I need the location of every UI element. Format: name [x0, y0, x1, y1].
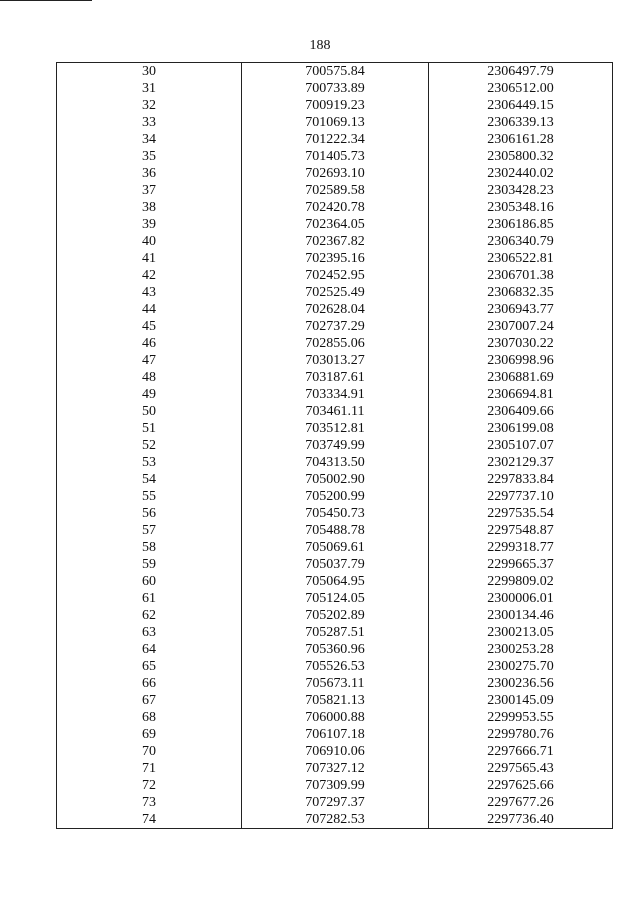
x-coordinate-cell: 702367.82: [242, 233, 429, 250]
point-number-cell: 71: [57, 760, 242, 777]
x-coordinate-cell: 703334.91: [242, 386, 429, 403]
table-row: [57, 607, 613, 624]
point-number-cell: 55: [57, 488, 242, 505]
y-coordinate-cell: 2297677.26: [429, 794, 613, 811]
table-row: [57, 454, 613, 471]
point-number-cell: 33: [57, 114, 242, 131]
x-coordinate-cell: 702395.16: [242, 250, 429, 267]
y-coordinate-cell: 2297565.43: [429, 760, 613, 777]
y-coordinate-cell: 2297625.66: [429, 777, 613, 794]
x-coordinate-cell: 705488.78: [242, 522, 429, 539]
x-coordinate-cell: 701069.13: [242, 114, 429, 131]
table-row: [57, 811, 613, 829]
point-number-cell: 67: [57, 692, 242, 709]
y-coordinate-cell: 2306522.81: [429, 250, 613, 267]
table-row: [57, 437, 613, 454]
y-coordinate-cell: 2306998.96: [429, 352, 613, 369]
table-row: [57, 777, 613, 794]
y-coordinate-cell: 2297737.10: [429, 488, 613, 505]
y-coordinate-cell: 2302129.37: [429, 454, 613, 471]
y-coordinate-cell: 2300006.01: [429, 590, 613, 607]
table-row: [57, 63, 613, 81]
point-number-cell: 69: [57, 726, 242, 743]
x-coordinate-cell: 706000.88: [242, 709, 429, 726]
point-number-cell: 49: [57, 386, 242, 403]
table-row: [57, 471, 613, 488]
x-coordinate-cell: 700919.23: [242, 97, 429, 114]
x-coordinate-cell: 701405.73: [242, 148, 429, 165]
point-number-cell: 36: [57, 165, 242, 182]
table-row: [57, 709, 613, 726]
y-coordinate-cell: 2297666.71: [429, 743, 613, 760]
table-row: [57, 233, 613, 250]
x-coordinate-cell: 707309.99: [242, 777, 429, 794]
table-row: [57, 165, 613, 182]
table-row: [57, 726, 613, 743]
x-coordinate-cell: 702420.78: [242, 199, 429, 216]
point-number-cell: 68: [57, 709, 242, 726]
y-coordinate-cell: 2305107.07: [429, 437, 613, 454]
point-number-cell: 61: [57, 590, 242, 607]
x-coordinate-cell: 704313.50: [242, 454, 429, 471]
point-number-cell: 37: [57, 182, 242, 199]
y-coordinate-cell: 2300236.56: [429, 675, 613, 692]
table-row: [57, 488, 613, 505]
x-coordinate-cell: 707282.53: [242, 811, 429, 829]
table-row: [57, 182, 613, 199]
point-number-cell: 31: [57, 80, 242, 97]
table-row: [57, 80, 613, 97]
y-coordinate-cell: 2297736.40: [429, 811, 613, 829]
point-number-cell: 42: [57, 267, 242, 284]
table-row: [57, 114, 613, 131]
x-coordinate-cell: 705360.96: [242, 641, 429, 658]
y-coordinate-cell: 2299318.77: [429, 539, 613, 556]
x-coordinate-cell: 702525.49: [242, 284, 429, 301]
table-row: [57, 403, 613, 420]
point-number-cell: 44: [57, 301, 242, 318]
y-coordinate-cell: 2300275.70: [429, 658, 613, 675]
point-number-cell: 48: [57, 369, 242, 386]
x-coordinate-cell: 705202.89: [242, 607, 429, 624]
x-coordinate-cell: 705002.90: [242, 471, 429, 488]
y-coordinate-cell: 2306339.13: [429, 114, 613, 131]
y-coordinate-cell: 2306186.85: [429, 216, 613, 233]
table-row: [57, 284, 613, 301]
point-number-cell: 46: [57, 335, 242, 352]
table-row: [57, 539, 613, 556]
y-coordinate-cell: 2306881.69: [429, 369, 613, 386]
point-number-cell: 30: [57, 63, 242, 81]
table-row: [57, 760, 613, 777]
point-number-cell: 47: [57, 352, 242, 369]
x-coordinate-cell: 705287.51: [242, 624, 429, 641]
y-coordinate-cell: 2297548.87: [429, 522, 613, 539]
point-number-cell: 54: [57, 471, 242, 488]
point-number-cell: 45: [57, 318, 242, 335]
y-coordinate-cell: 2297535.54: [429, 505, 613, 522]
table-row: [57, 386, 613, 403]
point-number-cell: 56: [57, 505, 242, 522]
y-coordinate-cell: 2305348.16: [429, 199, 613, 216]
x-coordinate-cell: 705821.13: [242, 692, 429, 709]
point-number-cell: 43: [57, 284, 242, 301]
table-row: [57, 522, 613, 539]
x-coordinate-cell: 705673.11: [242, 675, 429, 692]
coordinate-table: [56, 62, 613, 829]
point-number-cell: 57: [57, 522, 242, 539]
x-coordinate-cell: 703013.27: [242, 352, 429, 369]
table-row: [57, 556, 613, 573]
table-row: [57, 369, 613, 386]
x-coordinate-cell: 705526.53: [242, 658, 429, 675]
table-row: [57, 352, 613, 369]
x-coordinate-cell: 703749.99: [242, 437, 429, 454]
y-coordinate-cell: 2306161.28: [429, 131, 613, 148]
x-coordinate-cell: 705037.79: [242, 556, 429, 573]
y-coordinate-cell: 2300253.28: [429, 641, 613, 658]
coordinate-table-body: [57, 63, 613, 829]
y-coordinate-cell: 2306497.79: [429, 63, 613, 81]
x-coordinate-cell: 705450.73: [242, 505, 429, 522]
y-coordinate-cell: 2306199.08: [429, 420, 613, 437]
y-coordinate-cell: 2306512.00: [429, 80, 613, 97]
x-coordinate-cell: 707297.37: [242, 794, 429, 811]
y-coordinate-cell: 2302440.02: [429, 165, 613, 182]
x-coordinate-cell: 702364.05: [242, 216, 429, 233]
table-row: [57, 250, 613, 267]
x-coordinate-cell: 702589.58: [242, 182, 429, 199]
y-coordinate-cell: 2306340.79: [429, 233, 613, 250]
x-coordinate-cell: 703512.81: [242, 420, 429, 437]
table-row: [57, 97, 613, 114]
point-number-cell: 64: [57, 641, 242, 658]
y-coordinate-cell: 2306409.66: [429, 403, 613, 420]
point-number-cell: 40: [57, 233, 242, 250]
y-coordinate-cell: 2306449.15: [429, 97, 613, 114]
x-coordinate-cell: 702737.29: [242, 318, 429, 335]
point-number-cell: 74: [57, 811, 242, 829]
y-coordinate-cell: 2307030.22: [429, 335, 613, 352]
x-coordinate-cell: 707327.12: [242, 760, 429, 777]
y-coordinate-cell: 2299665.37: [429, 556, 613, 573]
x-coordinate-cell: 705124.05: [242, 590, 429, 607]
x-coordinate-cell: 703461.11: [242, 403, 429, 420]
y-coordinate-cell: 2306694.81: [429, 386, 613, 403]
y-coordinate-cell: 2299809.02: [429, 573, 613, 590]
point-number-cell: 39: [57, 216, 242, 233]
point-number-cell: 51: [57, 420, 242, 437]
point-number-cell: 52: [57, 437, 242, 454]
y-coordinate-cell: 2306943.77: [429, 301, 613, 318]
x-coordinate-cell: 701222.34: [242, 131, 429, 148]
point-number-cell: 66: [57, 675, 242, 692]
y-coordinate-cell: 2307007.24: [429, 318, 613, 335]
y-coordinate-cell: 2300145.09: [429, 692, 613, 709]
x-coordinate-cell: 703187.61: [242, 369, 429, 386]
y-coordinate-cell: 2305800.32: [429, 148, 613, 165]
point-number-cell: 53: [57, 454, 242, 471]
table-row: [57, 743, 613, 760]
y-coordinate-cell: 2297833.84: [429, 471, 613, 488]
point-number-cell: 59: [57, 556, 242, 573]
table-row: [57, 675, 613, 692]
x-coordinate-cell: 702628.04: [242, 301, 429, 318]
table-row: [57, 505, 613, 522]
point-number-cell: 60: [57, 573, 242, 590]
point-number-cell: 72: [57, 777, 242, 794]
x-coordinate-cell: 700733.89: [242, 80, 429, 97]
point-number-cell: 34: [57, 131, 242, 148]
y-coordinate-cell: 2300134.46: [429, 607, 613, 624]
x-coordinate-cell: 702452.95: [242, 267, 429, 284]
x-coordinate-cell: 705064.95: [242, 573, 429, 590]
table-row: [57, 301, 613, 318]
y-coordinate-cell: 2306832.35: [429, 284, 613, 301]
table-row: [57, 420, 613, 437]
x-coordinate-cell: 702855.06: [242, 335, 429, 352]
y-coordinate-cell: 2299953.55: [429, 709, 613, 726]
point-number-cell: 62: [57, 607, 242, 624]
table-row: [57, 267, 613, 284]
point-number-cell: 32: [57, 97, 242, 114]
table-row: [57, 148, 613, 165]
table-row: [57, 216, 613, 233]
x-coordinate-cell: 702693.10: [242, 165, 429, 182]
x-coordinate-cell: 700575.84: [242, 63, 429, 81]
point-number-cell: 63: [57, 624, 242, 641]
point-number-cell: 70: [57, 743, 242, 760]
table-row: [57, 590, 613, 607]
table-row: [57, 318, 613, 335]
table-row: [57, 641, 613, 658]
x-coordinate-cell: 706910.06: [242, 743, 429, 760]
x-coordinate-cell: 705200.99: [242, 488, 429, 505]
y-coordinate-cell: 2300213.05: [429, 624, 613, 641]
y-coordinate-cell: 2306701.38: [429, 267, 613, 284]
table-row: [57, 794, 613, 811]
point-number-cell: 73: [57, 794, 242, 811]
point-number-cell: 65: [57, 658, 242, 675]
y-coordinate-cell: 2299780.76: [429, 726, 613, 743]
table-row: [57, 658, 613, 675]
y-coordinate-cell: 2303428.23: [429, 182, 613, 199]
x-coordinate-cell: 705069.61: [242, 539, 429, 556]
x-coordinate-cell: 706107.18: [242, 726, 429, 743]
table-row: [57, 573, 613, 590]
page-number: 188: [309, 38, 331, 53]
table-row: [57, 692, 613, 709]
point-number-cell: 35: [57, 148, 242, 165]
scan-corner-mark: [0, 0, 92, 1]
point-number-cell: 58: [57, 539, 242, 556]
table-row: [57, 199, 613, 216]
table-row: [57, 335, 613, 352]
point-number-cell: 41: [57, 250, 242, 267]
point-number-cell: 50: [57, 403, 242, 420]
table-row: [57, 131, 613, 148]
table-row: [57, 624, 613, 641]
point-number-cell: 38: [57, 199, 242, 216]
